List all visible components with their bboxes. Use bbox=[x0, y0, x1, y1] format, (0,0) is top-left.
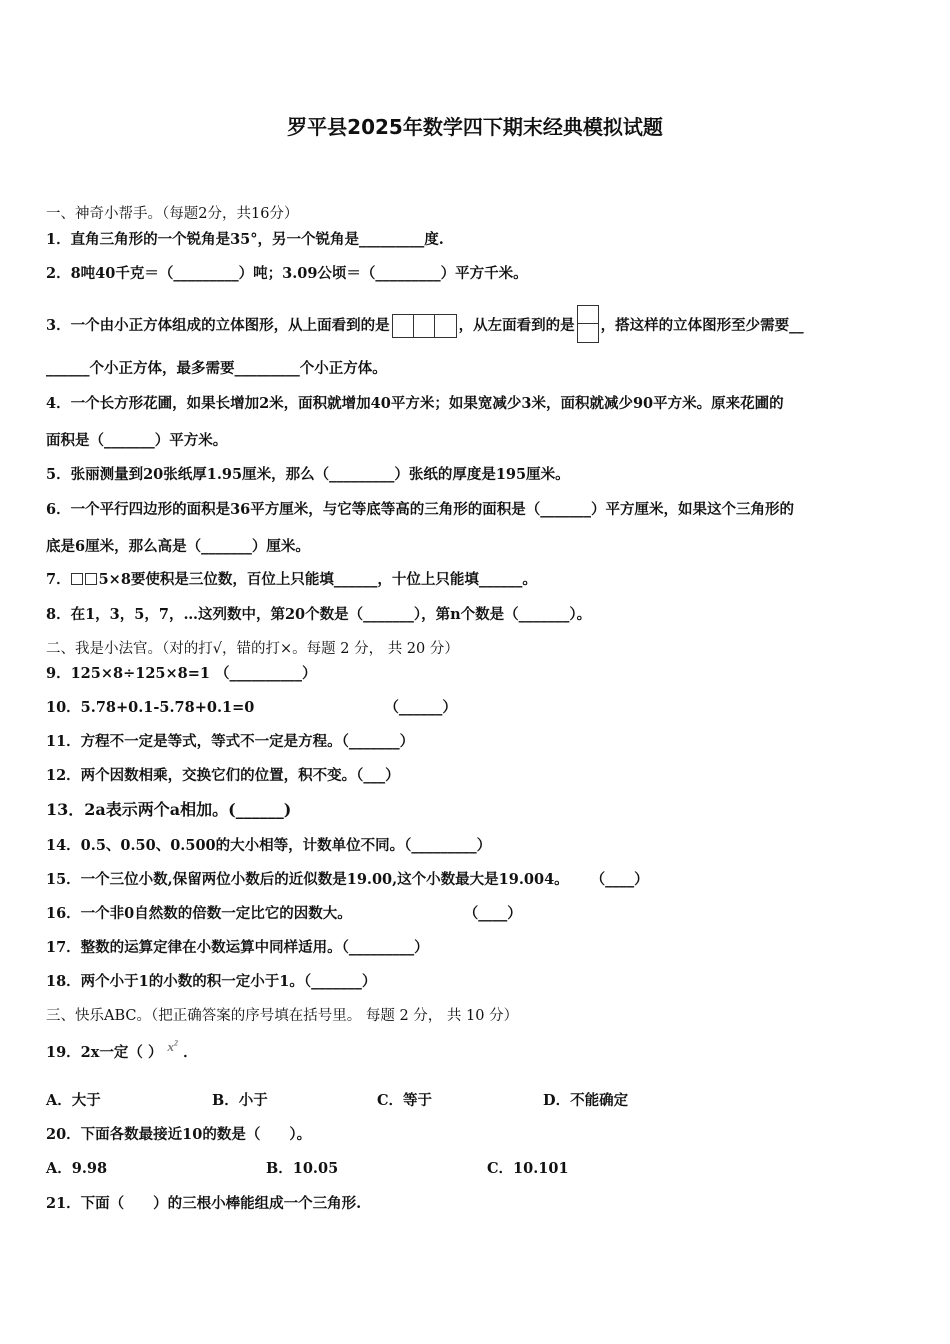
q20-option-a: A．9.98 bbox=[46, 1160, 108, 1177]
question-9: 9．125×8÷125×8=1 （__________） bbox=[46, 665, 317, 682]
question-19-text: 19．2x一定（ ） bbox=[46, 1044, 163, 1061]
question-10 bbox=[46, 696, 457, 717]
left-view-figure bbox=[577, 305, 599, 343]
question-11: 11．方程不一定是等式，等式不一定是方程。（_______） bbox=[46, 733, 415, 750]
question-19-end: ． bbox=[183, 1044, 198, 1061]
question-18: 18．两个小于1的小数的积一定小于1。（_______） bbox=[46, 973, 377, 990]
question-19 bbox=[46, 1038, 198, 1062]
question-7-text: 5×8要使积是三位数，百位上只能填______，十位上只能填______。 bbox=[98, 571, 537, 588]
question-12: 12．两个因数相乘，交换它们的位置，积不变。（___） bbox=[46, 767, 400, 784]
question-3-part-b: ，从左面看到的是 bbox=[458, 317, 575, 334]
top-view-figure bbox=[392, 314, 457, 338]
question-16 bbox=[46, 902, 522, 923]
q19-option-d: D．不能确定 bbox=[543, 1092, 629, 1109]
digit-box-icon bbox=[85, 573, 97, 585]
q19-option-c: C．等于 bbox=[377, 1092, 433, 1109]
x-squared-expression: $x^2$ bbox=[167, 1038, 179, 1054]
section-1-heading: 一、神奇小帮手。（每题2分，共16分） bbox=[46, 206, 299, 222]
q20-option-b: B．10.05 bbox=[266, 1160, 339, 1177]
question-16-blank: （____） bbox=[463, 905, 522, 922]
question-10-text: 10．5.78+0.1-5.78+0.1=0 bbox=[46, 699, 255, 716]
question-7 bbox=[46, 568, 537, 589]
question-15-text: 15．一个三位小数,保留两位小数后的近似数是19.00,这个小数最大是19.004。 bbox=[46, 871, 569, 888]
question-5: 5．张丽测量到20张纸厚1.95厘米，那么（_________）张纸的厚度是195厘米。 bbox=[46, 466, 570, 483]
q19-option-b: B．小于 bbox=[212, 1092, 268, 1109]
question-15-blank: （____） bbox=[590, 871, 649, 888]
question-21: 21．下面（ ）的三根小棒能组成一个三角形. bbox=[46, 1195, 362, 1212]
question-3-line-1 bbox=[46, 307, 804, 345]
question-1: 1．直角三角形的一个锐角是35°，另一个锐角是_________度. bbox=[46, 231, 444, 248]
question-6-line-2: 底是6厘米，那么高是（_______）厘米。 bbox=[46, 538, 310, 555]
question-3-part-c: ，搭这样的立体图形至少需要__ bbox=[600, 317, 804, 334]
question-3-line-2: ______个小正方体，最多需要_________个小正方体。 bbox=[46, 360, 387, 377]
question-4-line-2: 面积是（_______）平方米。 bbox=[46, 432, 228, 449]
question-13: 13．2a表示两个a相加。(______) bbox=[46, 800, 292, 819]
question-6-line-1: 6．一个平行四边形的面积是36平方厘米，与它等底等高的三角形的面积是（_______）平方厘米，如果这个三角形的 bbox=[46, 501, 795, 518]
question-3-part-a: 3．一个由小正方体组成的立体图形，从上面看到的是 bbox=[46, 317, 390, 334]
question-10-blank: （______） bbox=[384, 699, 457, 716]
question-2: 2．8吨40千克＝（_________）吨；3.09公顷＝（_________）平方千米。 bbox=[46, 265, 528, 282]
question-20: 20．下面各数最接近10的数是（ ）。 bbox=[46, 1126, 312, 1143]
q19-option-a: A．大于 bbox=[46, 1092, 101, 1109]
q20-option-c: C．10.101 bbox=[487, 1160, 569, 1177]
question-14: 14．0.5、0.50、0.500的大小相等，计数单位不同。（_________） bbox=[46, 837, 492, 854]
question-15 bbox=[46, 868, 649, 889]
question-4-line-1: 4．一个长方形花圃，如果长增加2米，面积就增加40平方米；如果宽减少3米，面积就减少90平方米。原来花圃的 bbox=[46, 395, 784, 412]
question-17: 17．整数的运算定律在小数运算中同样适用。（_________） bbox=[46, 939, 429, 956]
question-7-number: 7． bbox=[46, 571, 71, 588]
question-16-text: 16．一个非0自然数的倍数一定比它的因数大。 bbox=[46, 905, 352, 922]
question-8: 8．在1，3，5，7，…这列数中，第20个数是（_______），第n个数是（_______）。 bbox=[46, 606, 592, 623]
page-title: 罗平县2025年数学四下期末经典模拟试题 bbox=[287, 115, 663, 139]
section-2-heading: 二、我是小法官。（对的打√，错的打×。每题 2 分， 共 20 分） bbox=[46, 641, 459, 657]
digit-box-icon bbox=[71, 573, 83, 585]
section-3-heading: 三、快乐ABC。（把正确答案的序号填在括号里。 每题 2 分， 共 10 分） bbox=[46, 1008, 519, 1024]
